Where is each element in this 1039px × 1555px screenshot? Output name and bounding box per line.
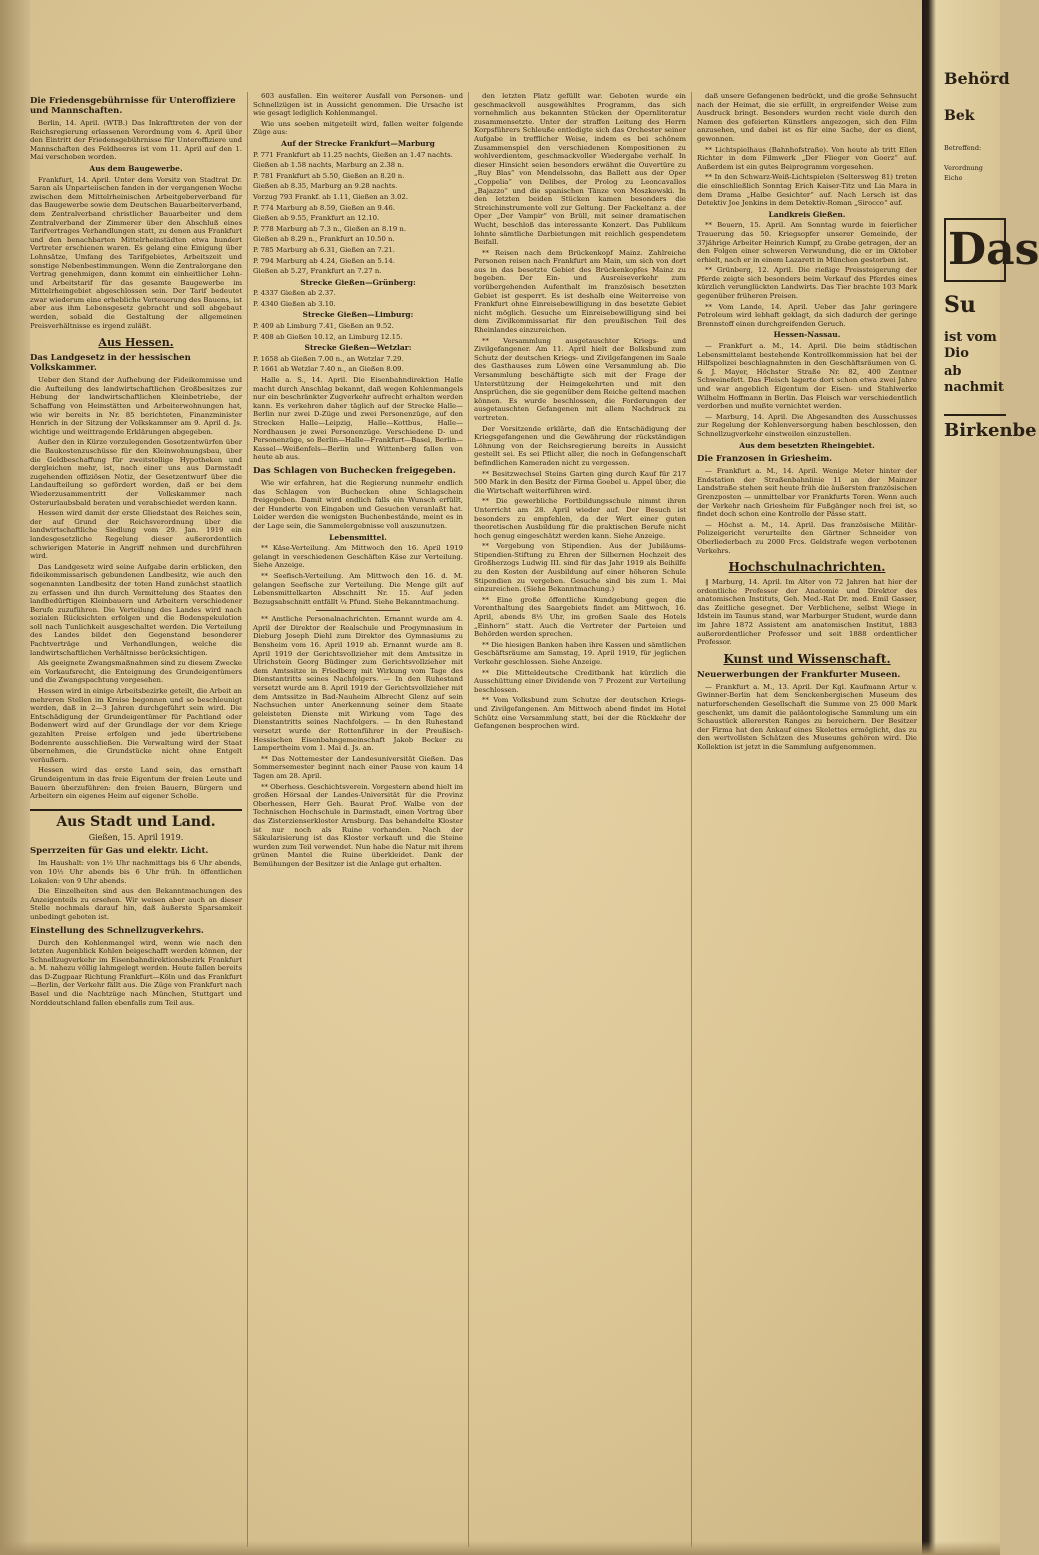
column-3: [474, 92, 686, 1547]
timetable: [253, 289, 463, 308]
article-headline: Die Friedensgebührnisse für Unteroffiziere und Mannschaften.: [30, 96, 236, 116]
timetable-row: P. 771 Frankfurt ab 11.25 nachts, Gießen an 1.47 nachts.: [253, 150, 453, 159]
adjacent-page-line: ist vom Dio: [944, 330, 997, 361]
adjacent-page-line: [944, 134, 1006, 142]
article-paragraph: ** Vom Lande, 14. April. Ueber das Jahr geringere Petroleum wird lebhaft geklagt, da sich dadurch der geringe Brennstoff einen durchgreifenden Geruch.: [697, 302, 917, 328]
column-rule: [468, 92, 469, 1547]
article-headline: Neuerwerbungen der Frankfurter Museen.: [697, 669, 901, 680]
subheading: Hessen-Nassau.: [773, 330, 841, 340]
section-title: Aus Hessen.: [98, 336, 174, 350]
article-paragraph: ** Eine große öffentliche Kundgebung gegen die Vorenthaltung des Saargebiets findet am Mittwoch, 16. April, abends 8½ Uhr, im großen Saale des Hotels „Einhorn“ statt. Auch die Vertreter der Parteien und Behörden werden sprechen.: [474, 595, 686, 639]
adjacent-page-line: Verordnung: [944, 164, 983, 172]
article-headline: Einstellung des Schnellzugverkehrs.: [30, 925, 204, 936]
adjacent-page-line: Bek: [944, 108, 975, 124]
article-paragraph: ‖ Marburg, 14. April. Im Alter von 72 Jahren hat hier der ordentliche Professor der Anatomie und Direktor des anatomischen Instituts, Geh. Med.-Rat Dr. med. Emil Gasser, das Zeitliche gesegnet. Der Verblichene, selbst Wiege in Idstein im Taunus stand, war Marburger Student, wurde dann im Jahre 1872 Assistent am anatomischen Institut, 1883 außerordentlicher Professor und seit 1888 ordentlicher Professor.: [697, 578, 917, 647]
section-title: Hochschulnachrichten.: [728, 560, 886, 575]
column-rule: [691, 92, 692, 1547]
column-rule: [247, 92, 248, 1547]
adjacent-page-line: Das: [944, 218, 1006, 282]
timetable-row: P. 408 ab Gießen 10.12, an Limburg 12.15.: [253, 332, 403, 341]
article-paragraph: Ueber den Stand der Aufhebung der Fideikommisse und die Aufteilung des landwirtschaftlichen Großbesitzes zur Hebung der landwirtschaftlichen Kleinbetriebe, der Schaffung von Heimstätten und Arbeiterwohnungen hat, wie wir bereits in Nr. 85 berichteten, Finanzminister Henrich in der Sitzung der Volkskammer am 9. April d. Js. wichtige und weittragende Erklärungen abgegeben.: [30, 376, 242, 436]
column-1: [30, 92, 242, 1547]
subheading: Strecke Gießen—Wetzlar:: [304, 343, 412, 353]
subheading: Strecke Gießen—Grünberg:: [300, 277, 416, 287]
article-paragraph: Hessen wird in einige Arbeitsbezirke geteilt, die Arbeit an mehreren Stellen im Kreise begonnen und so beschleunigt werden, daß in 2—3 Jahren durchgeführt sein wird. Die Entschädigung der Grundeigentümer für Pachtland oder Bodenwert wird auf der Grundlage der vor dem Kriege gezahlten Preise erfolgen und jede übertriebene Bodenrente ausschließen. Die Verwaltung wird der Staat übernehmen, die Grundstücke nicht ohne Entgelt veräußern.: [30, 687, 242, 764]
adjacent-page-edge: [922, 0, 1039, 1555]
column-4: [697, 92, 917, 1547]
timetable-row: Gießen ab 9.55, Frankfurt an 12.10.: [253, 214, 380, 223]
article-paragraph: Hessen wird damit der erste Gliedstaat des Reiches sein, der auf Grund der Reichsverordnung über die landwirtschaftliche Siedlung vom 29. Jan. 1919 ein landesgesetzliche Regelung dieser außerordentlich schwierigen Materie in Angriff nehmen und durchführen wird.: [30, 509, 242, 561]
article-paragraph: Wie wir erfahren, hat die Regierung nunmehr endlich das Schlagen von Buchecken ohne Schlagschein freigegeben. Damit wird endlich falls ein Wunsch erfüllt, der Hunderte von Eingaben und Gesuchen veranlaßt hat. Leider werden die wenigsten Buchenbestände, meint es in der Lage sein, die Sammelergebnisse voll auszunutzen.: [253, 478, 463, 530]
timetable-row: Gießen ab 8.35, Marburg an 9.28 nachts.: [253, 182, 398, 191]
adjacent-page-line: ab nachmit: [944, 364, 1004, 395]
timetable-row: Gießen ab 8.29 n., Frankfurt an 10.50 n.: [253, 235, 395, 244]
article-paragraph: ** Die Mitteldeutsche Creditbank hat kürzlich die Ausschüttung einer Dividende von 7 Prozent zur Verteilung beschlossen.: [474, 668, 686, 694]
article-paragraph: — Frankfurt a. M., 14. April. Die beim städtischen Lebensmittelamt bestehende Kontrollkommission hat bei der Hilfspolizei beschlagnahmten in den Geschäftsräumen von G. & J. Mayer, Höchster Straße Nr. 82, 400 Zentner Schweinefett. Das Fleisch lagerte dort schon etwa zwei Jahre und war angeblich Eigentum der Eisen- und Stahlwerke Wilhelm Hoffmann in Berlin. Das Fleisch war verschiedentlich verdorben und mußte vernichtet werden.: [697, 342, 917, 411]
article-paragraph: ** Grünberg, 12. April. Die rießige Preissteigerung der Pferde zeigte sich besonders beim Verkauf des Pferdes eines kürzlich verunglückten Landwirts. Das Tier brachte 103 Mark gegenüber früheren Preisen.: [697, 266, 917, 301]
article-paragraph: ** Die hiesigen Banken haben ihre Kassen und sämtlichen Geschäftsräume am Samstag, 19. April 1919, für jeglichen Verkehr geschlossen. Siehe Anzeige.: [474, 640, 686, 666]
subheading: Auf der Strecke Frankfurt—Marburg: [281, 138, 435, 148]
timetable-row: P. 778 Marburg ab 7.3 n., Gießen an 8.19 n.: [253, 224, 407, 233]
article-paragraph: ** Amtliche Personalnachrichten. Ernannt wurde am 4. April der Direktor der Realschule und Progymnasium in Dieburg Joseph Diehl zum Direktor des Gymnasiums zu Bensheim vom 16. April 1919 ab. Ernannt wurde am 8. April 1919 der Gerichtsvollzieher mit dem Amtssitze in Ulrichstein Georg Büdinger zum Gerichtsvollzieher mit dem Amtssitze in Friedberg mit Wirkung vom Tage des Dienstantritts seines Nachfolgers. — In den Ruhestand versetzt wurde am 8. April 1919 der Gerichtsvollzieher mit dem Amtssitze in Bad-Nauheim Albrecht Glenz auf sein Nachsuchen unter Anerkennung seiner dem Staate geleisteten Dienste mit Wirkung vom Tage des Dienstantritts seines Nachfolgers. — In den Ruhestand versetzt wurde der Rottenführer in der Preußisch-Hessischen Eisenbahngemeinschaft Jakob Becker zu Lampertheim vom 1. Mai d. Js. an.: [253, 615, 463, 753]
article-paragraph: daß unsere Gefangenen bedrückt, und die große Sehnsucht nach der Heimat, die sie erfüllt, in ergreifender Weise zum Ausdruck bringt. Besonders wurden recht viele durch den Namen des gefeierten Künstlers angezogen, sich den Film anzusehen, und dabei ist es für eine Sache, der es dient, gewonnen.: [697, 92, 917, 143]
subheading: Landkreis Gießen.: [768, 209, 846, 219]
article-paragraph: den letzten Platz gefüllt war. Geboten wurde ein geschmackvoll ausgewähltes Programm, das sich vornehmlich aus bekannten Stücken der Opernliteratur zusammensetzte. Unter der straffen Leitung des Herrn Korpsführers Schleuße entledigte sich das Orchester seiner Aufgabe in trefflicher Weise, indem es bei schönem Zusammenspiel den verschiedenen Kompositionen zu wohlverdientem, geschmackvoller Wiedergabe verhalf. In dieser Hinsicht seien besonders erwähnt die Ouvertüre zu „Ruy Blas“ von Mendelssohn, das Ballett aus der Oper „Coppelia“ von Delibes, der Prolog zu Leoncavallos „Bajazzo“ und die spanischen Tänze von Moszkowski. In den letzten beiden Stücken kamen besonders die Streichinstrumente voll zur Geltung. Der Fackeltanz a. der Oper „Der Vampir“ von Brüll, mit seiner dramatischen Wucht, beschloß das interessante Konzert. Das Publikum lohnte sämtliche Darbietungen mit reichlich gespendetem Beifall.: [474, 92, 686, 247]
subheading: Aus dem besetzten Rheingebiet.: [739, 440, 875, 450]
section-title: Kunst und Wissenschaft.: [723, 651, 891, 666]
subheading: Aus dem Baugewerbe.: [89, 163, 183, 173]
timetable: [253, 355, 463, 374]
separator: [316, 610, 400, 611]
article-paragraph: Hessen wird das erste Land sein, das ernsthaft Grundeigentum in das freie Eigentum der freien Leute und Bauern überzuführen: den freien Bauern, Bürgern und Arbeitern ein eigenes Heim auf eigener Scholle.: [30, 766, 242, 801]
article-paragraph: ** Vergebung von Stipendien. Aus der Jubiläums-Stipendien-Stiftung zu Ehren der Silbernen Hochzeit des Großherzogs Ludwig III. sind für das Jahr 1919 als Beihilfe zu den Kosten der Ausbildung auf einer höheren Schule Stipendien zu vergeben. Gesuche sind bis zum 1. Mai einzureichen. (Siehe Bekanntmachung.): [474, 542, 686, 594]
article-headline: Die Franzosen in Griesheim.: [697, 454, 833, 465]
article-paragraph: Der Vorsitzende erklärte, daß die Entschädigung der Kriegsgefangenen und die Gewährung der rückständigen Löhnung von der Reichsregierung bereits in Aussicht gestellt sei. Es sei Pflicht aller, die noch in Gefangenschaft befindlichen Kameraden nicht zu vergessen.: [474, 424, 686, 467]
timetable-row: P. 1658 ab Gießen 7.00 n., an Wetzlar 7.29.: [253, 354, 404, 363]
timetable-row: Gießen ab 5.27, Frankfurt an 7.27 n.: [253, 267, 382, 276]
article-paragraph: — Marburg, 14. April. Die Abgesandten des Ausschusses zur Regelung der Kohlenversorgung haben beschlossen, den Schnellzugverkehr einstweilen einzustellen.: [697, 412, 917, 438]
article-paragraph: Die Einzelheiten sind aus den Bekanntmachungen des Anzeigenteils zu ersehen. Wir weisen aber auch an dieser Stelle nochmals darauf hin, daß äußerste Sparsamkeit unbedingt geboten ist.: [30, 887, 242, 921]
article-paragraph: ** Seefisch-Verteilung. Am Mittwoch den 16. d. M. gelangen Seefische zur Verteilung. Die Menge gilt auf Lebensmittelkarten Abschnitt Nr. 15. Auf jeden Bezugsabschnitt entfällt ¼ Pfund. Siehe Bekanntmachung.: [253, 571, 463, 606]
bottom-shadow: [0, 1541, 1000, 1555]
adjacent-page-line: Birkenbe: [944, 414, 1006, 442]
article-paragraph: ** Vom Volksbund zum Schutze der deutschen Kriegs- und Zivilgefangenen. Am Mittwoch abend findet im Hotel Schütz eine Versammlung statt, bei der die Rückkehr der Gefangenen besprochen wird.: [474, 696, 686, 731]
article-paragraph: Durch den Kohlenmangel wird, wenn wie nach den letzten Augenblick Kohlen beigeschafft werden können, der Schnellzugverkehr im Eisenbahndirektionsbezirk Frankfurt a. M. nahezu völlig lahmgelegt werden. Heute fallen bereits das D-Zugpaar Richtung Frankfurt—Köln und das Frankfurt—Berlin, der Verkehr fällt aus. Die Züge von Frankfurt nach Basel und die Nachtzüge nach München, Stuttgart und Norddeutschland fallen ebenfalls zum Teil aus.: [30, 938, 242, 1007]
adjacent-page-line: Betreffend:: [944, 144, 982, 152]
page-edge-shadow: [0, 0, 30, 1555]
article-paragraph: — Frankfurt a. M., 14. April. Wenige Meter hinter der Endstation der Straßenbahnlinie 11 an der Mainzer Landstraße stehen seit heute früh die äußersten französischen Grenzposten — unmittelbar vor Frankfurts Toren. Wenn auch der Verkehr nach Griesheim für Fußgänger noch frei ist, so findet doch schon eine Kontrolle der Pässe statt.: [697, 467, 917, 519]
article-paragraph: Berlin, 14. April. (WTB.) Das Inkrafttreten der von der Reichsregierung erlassenen Verordnung vom 4. April über den Eintritt der Friedensgebührnisse für Unteroffiziere und Mannschaften des Feldheeres ist vom 11. April auf den 1. Mai verschoben worden.: [30, 119, 242, 162]
article-paragraph: Frankfurt, 14. April. Unter dem Vorsitz von Stadtrat Dr. Saran als Unparteiischen fanden in der vergangenen Woche zwischen dem Mittelrheinischen Arbeitgeberverband für das Baugewerbe sowie dem Deutschen Bauarbeiterverband, dem Zentralverband christlicher Bauarbeiter und dem Zentralverband der Zimmerer über den Abschluß eines Tarifvertrages Verhandlungen statt, zu denen aus Frankfurt und den benachbarten Mittelrheinstädten etwa hundert Vertreter erschienen waren. Es gelang eine Einigung über Lohnsätze, Umfang des Tarifgebietes, Arbeitszeit und sonstige Nebenbestimmungen. Wenn die Zentralorgane den Vertrag genehmigen, dann kommt ein einheitlicher Lohn- und Arbeitstarif für das gesamte Baugewerbe im Mittelrheingebiet abgeschlossen sein. Der Tarif bedeutet zwar wiederum eine erhebliche Verteuerung des Bauens, ist aber aus ihm Lebensgesetz gebracht und soll abgebaut werden, sobald die Gestaltung der allgemeinen Preisverhältnisse es irgend zuläßt.: [30, 175, 242, 330]
adjacent-page-line: [944, 320, 1006, 328]
timetable: [253, 151, 463, 276]
subheading: Strecke Gießen—Limburg:: [302, 310, 414, 320]
timetable-row: P. 774 Marburg ab 8.59, Gießen an 9.46.: [253, 203, 395, 212]
timetable-row: P. 4337 Gießen ab 2.37.: [253, 289, 336, 298]
article-paragraph: ** Lichtspielhaus (Bahnhofstraße). Von heute ab tritt Ellen Richter in dem Filmwerk „Der Flieger von Goerz“ auf. Außerdem ist ein gutes Beiprogramm vorgesehen.: [697, 145, 917, 171]
adjacent-page-line: [944, 184, 1006, 192]
timetable-row: P. 409 ab Limburg 7.41, Gießen an 9.52.: [253, 322, 394, 331]
article-paragraph: ** Oberhess. Geschichtsverein. Vorgestern abend hielt im großen Hörsaal der Landes-Universität für die Provinz Oberhessen, Herr Geh. Baurat Prof. Walbe von der Technischen Hochschule in Darmstadt, einen Vortrag über das Zisterzienserkloster Arnsburg. Das behandelte Kloster ist nur noch als Ruine vorhanden. Nach der Säkularisierung ist das Kloster verkauft und die Steine wurden zum Teil verwendet. Nun habe die Natur mit ihrem grünen Mantel die Ruine überkleidet. Dank der Bemühungen der Besitzer ist die Anlage gut erhalten.: [253, 782, 463, 868]
timetable-row: P. 794 Marburg ab 4.24, Gießen an 5.14.: [253, 256, 395, 265]
article-paragraph: ** Besitzwechsel Steins Garten ging durch Kauf für 217 500 Mark in den Besitz der Firma Goebel u. Appel über, die die Wirtschaft weiterführen wird.: [474, 469, 686, 495]
timetable: [253, 322, 463, 341]
column-2: [253, 92, 463, 1547]
timetable-row: P. 781 Frankfurt ab 5.50, Gießen an 8.20 n.: [253, 171, 405, 180]
timetable-row: P. 1661 ab Wetzlar 7.40 n., an Gießen 8.09.: [253, 365, 404, 374]
adjacent-page-line: Behörd: [944, 69, 1010, 88]
timetable-row: Vorzug 793 Frankf. ab 1.11, Gießen an 3.02.: [253, 192, 409, 201]
article-paragraph: ** Die gewerbliche Fortbildungsschule nimmt ihren Unterricht am 28. April wieder auf. Der Besuch ist besonders zu empfehlen, da der Wert einer guten theoretischen Ausbildung für die praktischen Berufe nicht hoch genug eingeschätzt werden kann. Siehe Anzeige.: [474, 497, 686, 540]
article-paragraph: — Höchst a. M., 14. April. Das französische Militär-Polizeigericht verurteilte den Gärtner Schneider von Oberliederbach zu 2000 Frcs. Geldstrafe wegen verbotenen Verkehrs.: [697, 520, 917, 555]
adjacent-page-text: [944, 69, 1039, 444]
article-paragraph: Als geeignete Zwangsmaßnahmen sind zu diesem Zwecke ein Vorkaufsrecht, die Enteignung des Grundeigentümers und die Zwangspachtung vorgesehen.: [30, 659, 242, 685]
adjacent-page-line: Eiche: [944, 174, 963, 182]
article-paragraph: Wie uns soeben mitgeteilt wird, fallen weiter folgende Züge aus:: [253, 119, 463, 137]
article-paragraph: ** Beuern, 15. April. Am Sonntag wurde in feierlicher Trauerung das 50. Kriegsopfer unserer Gemeinde, der 37jährige Arbeiter Heinrich Kumpf, zu Grabe getragen, der an den Folgen einer schweren Verwundung, die er im Oktober erhielt, nach er in einem Lazarett in München gestorben ist.: [697, 221, 917, 264]
dateline: Gießen, 15. April 1919.: [88, 832, 184, 842]
article-paragraph: ** Reisen nach dem Brückenkopf Mainz. Zahlreiche Personen reisen nach Frankfurt am Main, um sich von dort aus in das besetzte Gebiet des Brückenkopfes Mainz zu begeben. Der Ein- und Ausreiseverkehr zum vorübergehenden Aufenthalt im französisch besetzten Gebiet ist gesperrt. Es ist deshalb eine Weiterreise von Frankfurt ohne Einreisebewilligung in das besetzte Gebiet nicht möglich. Gesuche um Einreisebewilligung sind bei dem Zivilkommissariat für den preußischen Teil des Rheinlandes einzureichen.: [474, 248, 686, 335]
article-headline: Das Landgesetz in der hessischen Volkskammer.: [30, 353, 191, 374]
article-paragraph: Im Haushalt: von 1½ Uhr nachmittags bis 6 Uhr abends, von 10½ Uhr abends bis 6 Uhr früh. In öffentlichen Lokalen: von 9 Uhr abends.: [30, 859, 242, 885]
article-paragraph: ** Käse-Verteilung. Am Mittwoch den 16. April 1919 gelangt in verschiedenen Geschäften Käse zur Verteilung. Siehe Anzeige.: [253, 544, 463, 570]
adjacent-page-line: [944, 398, 1006, 406]
article-paragraph: ** Das Nottemester der Landesuniversität Gießen. Das Sommersemester beginnt nach einer Pause von kaum 14 Tagen am 28. April.: [253, 754, 463, 780]
section-heading: Aus Stadt und Land.: [30, 809, 242, 830]
timetable-row: P. 785 Marburg ab 6.31, Gießen an 7.21.: [253, 245, 395, 254]
article-paragraph: 603 ausfallen. Ein weiterer Ausfall von Personen- und Schnellzügen ist in Aussicht genommen. Die Ursache ist wie gesagt lediglich Kohlenmangel.: [253, 92, 463, 118]
article-headline: Sperrzeiten für Gas und elektr. Licht.: [30, 846, 209, 857]
adjacent-page-line: [944, 154, 1006, 162]
article-paragraph: ** Versammlung ausgetauschter Kriegs- und Zivilgefangener. Am 11. April hielt der Bolksbund zum Schutz der deutschen Kriegs- und Zivilgefangenen im Saale des Gasthauses zum Löwen eine Versammlung ab. Die Versammlung beschäftigte sich mit der Frage der Unterstützung der Heimgekehrten und mit den Ansprüchen, die sie gegenüber dem Reiche geltend machen können. Es wurde beschlossen, die Forderungen der ausgetauschten Gefangenen mit allem Nachdruck zu vertreten.: [474, 336, 686, 422]
article-paragraph: Halle a. S., 14. April. Die Eisenbahndirektion Halle macht durch Anschlag bekannt, daß wegen Kohlenmangels nur ein beschränkter Zugverkehr aufrecht erhalten werden kann. Es verkehren daher täglich auf der Strecke Halle—Berlin nur zwei D-Züge und zwei Personenzüge, auf den Strecken Halle—Leipzig, Halle—Kottbus, Halle—Nordhausen je zwei Personenzüge. Verschiedene D- und Personenzüge, so Berlin—Halle—Frankfurt—Basel, Berlin—Kassel—Weißenfels—Berlin und Wittenberg fallen von heute ab aus.: [253, 376, 463, 462]
article-paragraph: Außer den in Kürze vorzulegenden Gesetzentwürfen über die Baukostenzuschüsse für den Kleinwohnungsbau, über die Geldbeschaffung für zweitstellige Hypotheken und dergleichen mehr, ist, nach einer uns aus Darmstadt zugehenden offiziösen Notiz, der Gesetzentwurf über die Landaufteilung so gefördert worden, daß er bei dem Wiederzusammentritt der Volkskammer nach Osterurlaubsbald beraten und verabschiedet werden kann.: [30, 438, 242, 507]
article-paragraph: — Frankfurt a. M., 13. April. Der Kgl. Kaufmann Artur v. Gwinner-Berlin hat dem Senckenbergischen Museum des naturforschenden Gesellschaft die Summe von 25 000 Mark geschenkt, um damit die paläontologische Sammlung um ein Schaustück allerersten Ranges zu bereichern. Der Besitzer der Firma hat den Ankauf eines Skelettes ermöglicht, das zu den wertvollsten Schätzen des Museums gehören wird. Die Kollektion ist jetzt in die Sammlung aufgenommen.: [697, 682, 917, 751]
adjacent-page-line: Su: [944, 292, 976, 318]
subheading: Lebensmittel.: [329, 532, 387, 542]
article-paragraph: Das Landgesetz wird seine Aufgabe darin erblicken, den fideikommissarisch gebundenen Landbesitz, wie auch den sogenannten Landbesitz der toten Hand zunächst staatlich zu erfassen und ihn durch Vermittelung des Staates den landbedürftigen Kleinbauern und Arbeitern verschiedener Berufe zuzuführen. Die Verteilung des Landes wird nach sozialen Rücksichten erfolgen und die Bodenspekulation soll nach Tunlichkeit ausgeschaltet werden. Die Verteilung des Landes bildet den Gegenstand besonderer Pachtverträge und Verhandlungen, welche die landwirtschaftlichen Verhältnisse berücksichtigen.: [30, 562, 242, 657]
timetable-row: Gießen ab 1.58 nachts, Marburg an 2.38 n.: [253, 161, 404, 170]
article-headline: Das Schlagen von Buchecken freigegeben.: [253, 465, 456, 476]
timetable-row: P. 4340 Gießen ab 3.10.: [253, 299, 336, 308]
article-paragraph: ** In den Schwarz-Weiß-Lichtspielen (Seltersweg 81) treten die einschließlich Sonntag Erich Kaiser-Titz und Lia Mara in dem Drama „Halbe Gesichter“ auf. Nach Lersch ist das Detektiv Joe Jenkins in dem Detektiv-Roman „Sirocco“ auf.: [697, 173, 917, 208]
